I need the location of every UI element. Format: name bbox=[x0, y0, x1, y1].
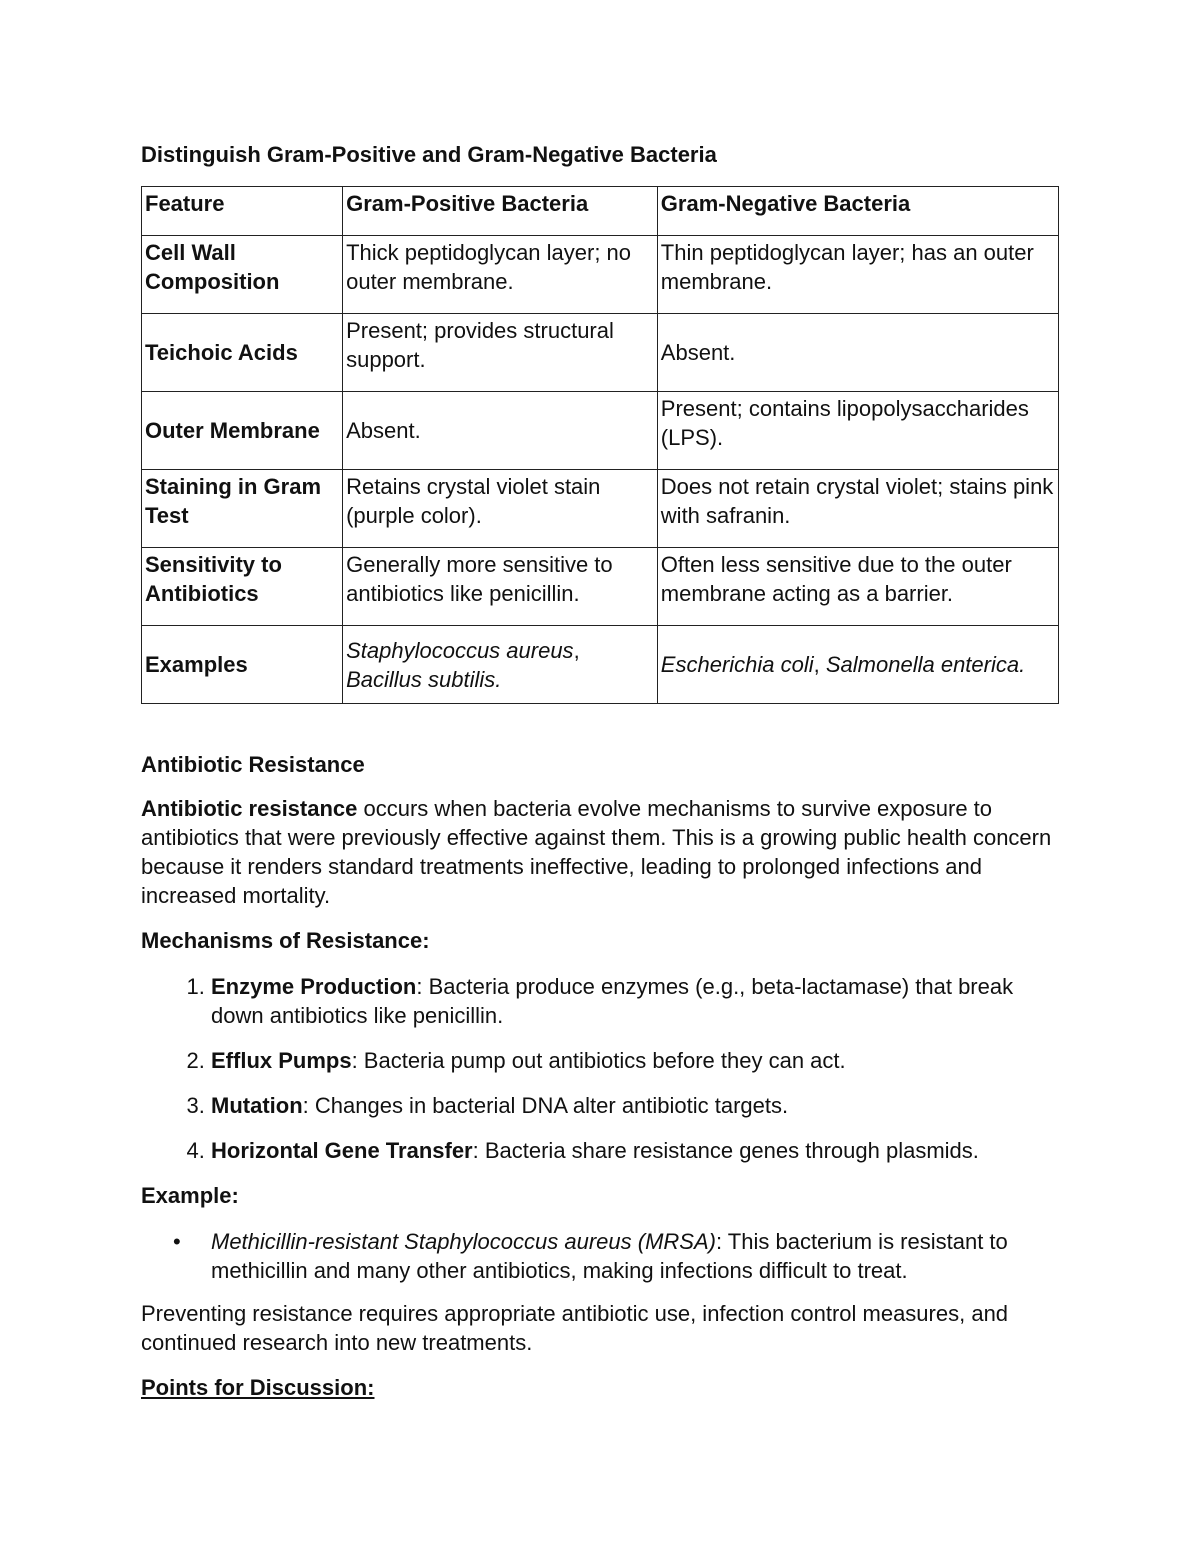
example-list bbox=[141, 1227, 1061, 1285]
mechanism-text: : Bacteria pump out antibiotics before they can act. bbox=[351, 1048, 846, 1073]
list-item bbox=[211, 1136, 1061, 1165]
table-row bbox=[142, 470, 1059, 548]
period-text: . bbox=[1019, 652, 1026, 677]
species-name: Bacillus subtilis bbox=[346, 666, 496, 692]
period-text: . bbox=[495, 666, 502, 692]
example-text: : This bacterium is resistant to methicillin and many other antibiotics, making infections difficult to treat. bbox=[211, 1229, 1008, 1283]
page-title: Distinguish Gram-Positive and Gram-Negative Bacteria bbox=[141, 142, 717, 167]
separator-text: , bbox=[813, 652, 826, 677]
species-name: Escherichia coli bbox=[660, 652, 814, 677]
negative-cell: Absent. bbox=[657, 314, 1058, 392]
positive-cell bbox=[343, 626, 658, 704]
species-name: Staphylococcus aureus bbox=[346, 637, 574, 663]
table-row bbox=[142, 236, 1059, 314]
separator-text: , bbox=[573, 637, 580, 663]
positive-cell: Retains crystal violet stain (purple color). bbox=[343, 470, 658, 548]
species-name: Salmonella enterica bbox=[825, 652, 1020, 677]
negative-cell bbox=[657, 626, 1058, 704]
header-gram-negative: Gram-Negative Bacteria bbox=[657, 187, 1058, 236]
bullet-icon: • bbox=[173, 1229, 181, 1254]
table-row bbox=[142, 314, 1059, 392]
example-term: Methicillin-resistant Staphylococcus aureus (MRSA) bbox=[211, 1229, 716, 1254]
positive-cell: Present; provides structural support. bbox=[343, 314, 658, 392]
feature-cell: Sensitivity to Antibiotics bbox=[142, 548, 343, 626]
negative-cell: Present; contains lipopolysaccharides (LPS). bbox=[657, 392, 1058, 470]
comparison-table bbox=[141, 186, 1059, 704]
intro-text: occurs when bacteria evolve mechanisms to survive exposure to antibiotics that were previously effective against them. This is a growing public health concern because it renders standard treatments ineffective, leading to prolonged infections and increased mortality. bbox=[141, 796, 1052, 908]
mechanism-text: : Bacteria share resistance genes through plasmids. bbox=[472, 1138, 979, 1163]
negative-cell: Thin peptidoglycan layer; has an outer membrane. bbox=[657, 236, 1058, 314]
positive-cell: Thick peptidoglycan layer; no outer membrane. bbox=[343, 236, 658, 314]
table-row bbox=[142, 626, 1059, 704]
feature-cell: Staining in Gram Test bbox=[142, 470, 343, 548]
intro-bold-term: Antibiotic resistance bbox=[141, 796, 358, 821]
mechanisms-list bbox=[141, 972, 1061, 1165]
table-row bbox=[142, 392, 1059, 470]
document-page bbox=[141, 140, 1061, 1403]
feature-cell: Teichoic Acids bbox=[142, 314, 343, 392]
example-title: Example: bbox=[141, 1183, 239, 1208]
list-item bbox=[211, 1091, 1061, 1120]
feature-cell: Cell Wall Composition bbox=[142, 236, 343, 314]
table-header-row bbox=[142, 187, 1059, 236]
header-gram-positive: Gram-Positive Bacteria bbox=[343, 187, 658, 236]
mechanism-term: Enzyme Production bbox=[211, 974, 417, 999]
discussion-heading: Points for Discussion: bbox=[141, 1375, 375, 1400]
negative-cell: Often less sensitive due to the outer membrane acting as a barrier. bbox=[657, 548, 1058, 626]
list-item bbox=[173, 1227, 1061, 1285]
closing-paragraph: Preventing resistance requires appropriate antibiotic use, infection control measures, and continued research into new treatments. bbox=[141, 1301, 1009, 1355]
mechanism-term: Efflux Pumps bbox=[211, 1048, 352, 1073]
mechanism-text: : Changes in bacterial DNA alter antibiotic targets. bbox=[302, 1093, 789, 1118]
resistance-intro bbox=[141, 794, 1061, 910]
table-row bbox=[142, 548, 1059, 626]
header-feature: Feature bbox=[142, 187, 343, 236]
positive-cell: Generally more sensitive to antibiotics like penicillin. bbox=[343, 548, 658, 626]
mechanisms-title: Mechanisms of Resistance: bbox=[141, 928, 430, 953]
list-item bbox=[211, 972, 1061, 1030]
feature-cell: Outer Membrane bbox=[142, 392, 343, 470]
list-item bbox=[211, 1046, 1061, 1075]
section-title-resistance: Antibiotic Resistance bbox=[141, 752, 365, 777]
mechanism-term: Mutation bbox=[211, 1093, 303, 1118]
negative-cell: Does not retain crystal violet; stains pink with safranin. bbox=[657, 470, 1058, 548]
feature-cell: Examples bbox=[142, 626, 343, 704]
positive-cell: Absent. bbox=[343, 392, 658, 470]
mechanism-text: : Bacteria produce enzymes (e.g., beta-lactamase) that break down antibiotics like penicillin. bbox=[211, 974, 1014, 1028]
mechanism-term: Horizontal Gene Transfer bbox=[211, 1138, 473, 1163]
